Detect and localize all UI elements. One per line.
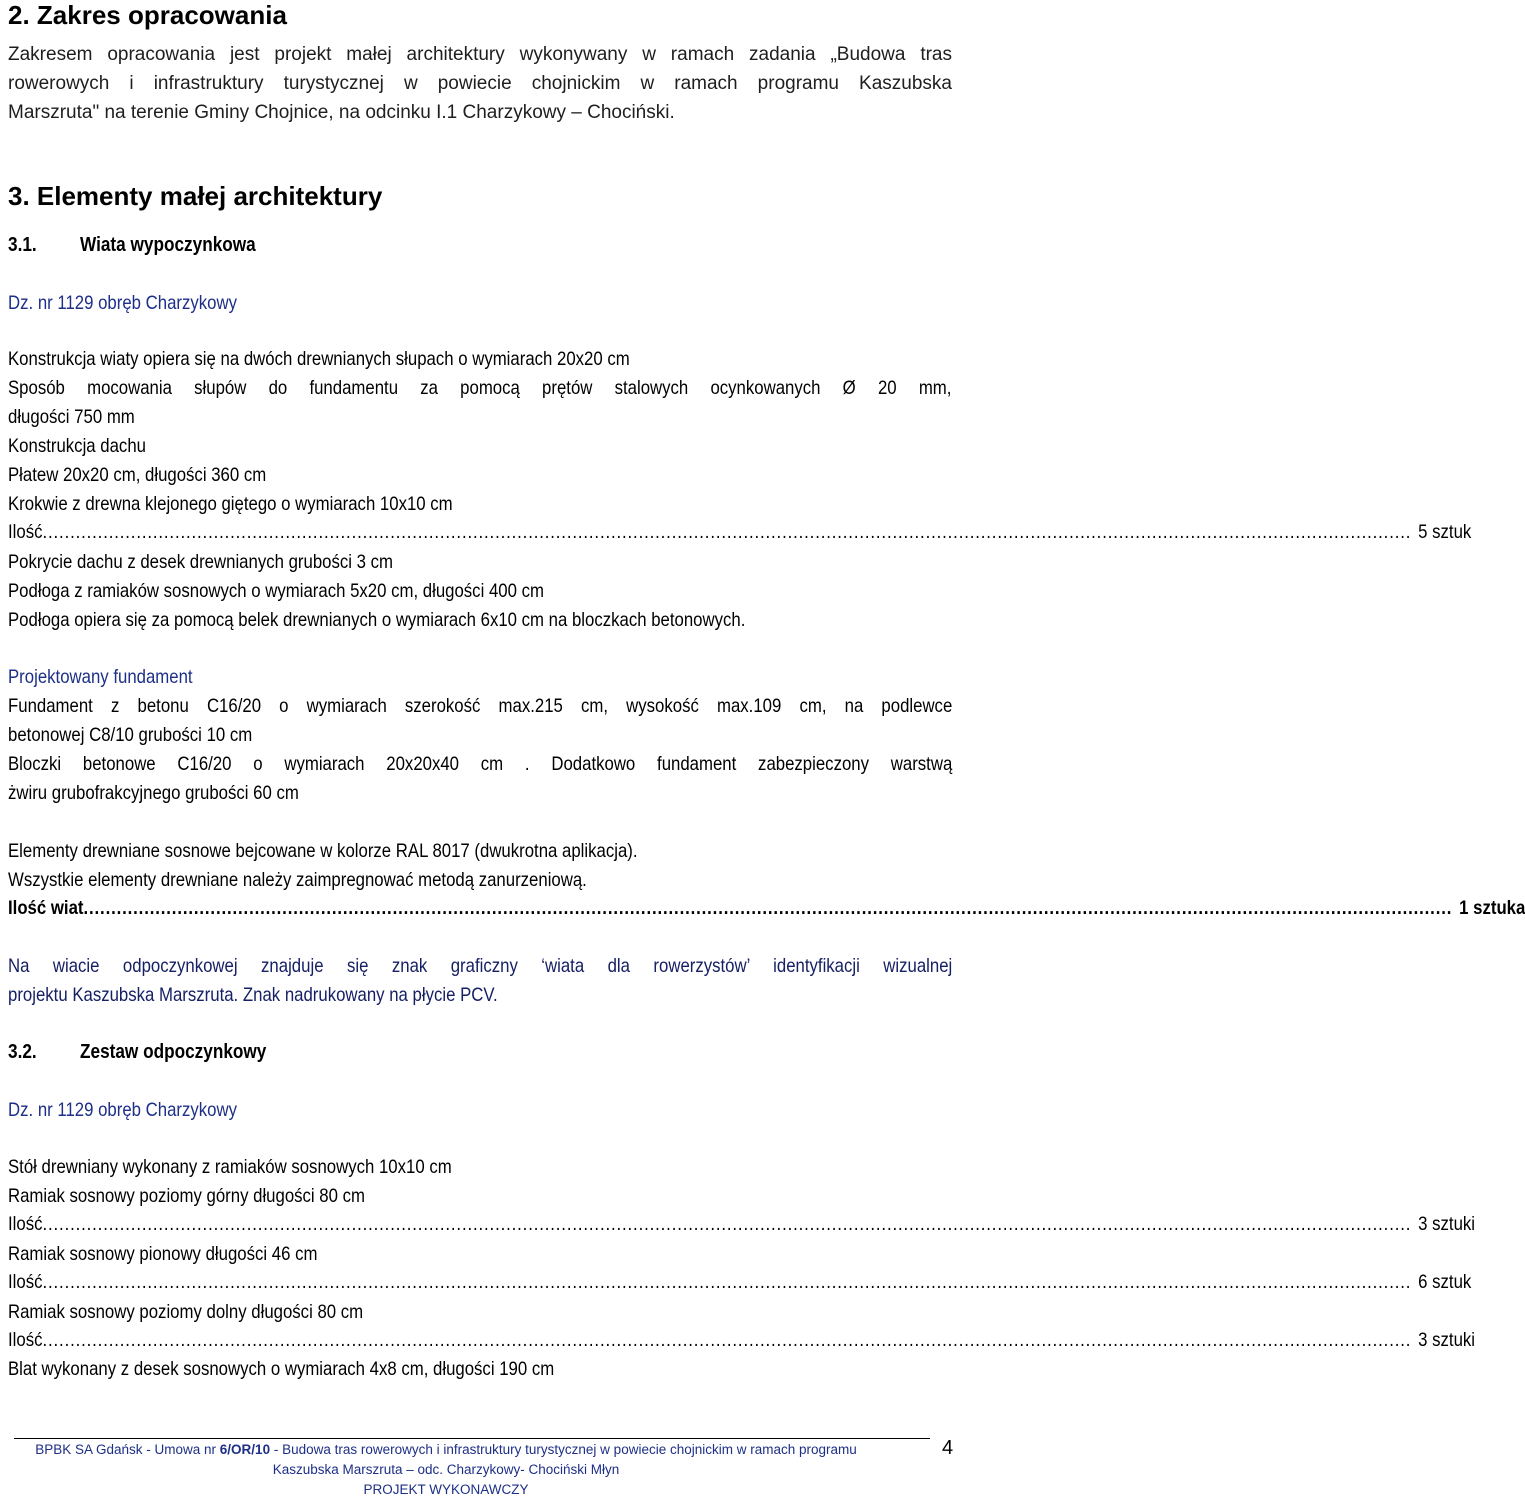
section-3-1-line: Konstrukcja wiaty opiera się na dwóch drewnianych słupach o wymiarach 20x20 cm [8,348,630,370]
quantity-row-top-beam [8,1213,1476,1236]
footer-line-1-a: BPBK SA Gdańsk - Umowa nr [35,1442,220,1457]
quantity-label: Ilość wiat [8,897,84,919]
section-3-2-line: Ramiak sosnowy poziomy górny długości 80 cm [8,1185,365,1207]
foundation-line-text: Bloczki betonowe C16/20 o wymiarach 20x20x40 cm . Dodatkowo fundament zabezpieczony warstwą [8,753,953,775]
section-2-paragraph-line-1: Zakresem opracowania jest projekt małej architektury wykonywany w ramach zadania „Budowa tras [8,44,952,65]
footer-line-1 [0,1442,960,1457]
section-3-heading: 3. Elementy małej architektury [8,181,383,211]
section-2-paragraph-line-3: Marszruta" na terenie Gminy Chojnice, na odcinku I.1 Charzykowy – Chociński. [8,102,675,123]
section-3-1-line: Płatew 20x20 cm, długości 360 cm [8,464,267,486]
quantity-row-shelters [8,897,1525,920]
sign-line [8,955,954,978]
quantity-value: 6 sztuk [1418,1271,1472,1293]
section-3-2-title: Zestaw odpoczynkowy [80,1041,267,1063]
section-3-1-line: Konstrukcja dachu [8,435,146,457]
foundation-line [8,753,954,776]
sign-line-text: Na wiacie odpoczynkowej znajduje się znak graficzny ‘wiata dla rowerzystów’ identyfikacji wizualnej [8,955,953,977]
section-3-1-parcel: Dz. nr 1129 obręb Charzykowy [8,292,237,314]
footer-line-2: Kaszubska Marszruta – odc. Charzykowy- Chociński Młyn [272,1462,620,1477]
foundation-line [8,695,954,718]
leader-dots: ........................................................................................................................................................................................................................................................ [42,1213,1412,1235]
section-3-2-parcel: Dz. nr 1129 obręb Charzykowy [8,1099,237,1121]
section-3-1-line-text: Sposób mocowania słupów do fundamentu za pomocą prętów stalowych ocynkowanych Ø 20 mm, [8,377,952,399]
sign-line: projektu Kaszubska Marszruta. Znak nadrukowany na płycie PCV. [8,984,498,1006]
section-3-2-line: Stół drewniany wykonany z ramiaków sosnowych 10x10 cm [8,1156,452,1178]
page-number: 4 [942,1437,954,1459]
section-3-2-line: Ramiak sosnowy poziomy dolny długości 80 cm [8,1301,364,1323]
section-3-1-line [8,377,954,400]
finish-line: Elementy drewniane sosnowe bejcowane w kolorze RAL 8017 (dwukrotna aplikacja). [8,840,638,862]
footer-line-1-c: - Budowa tras rowerowych i infrastruktury turystycznej w powiecie chojnickim w ramach programu [270,1442,857,1457]
quantity-value: 3 sztuki [1418,1213,1476,1235]
leader-dots: ........................................................................................................................................................................................................................................................ [83,897,1453,919]
section-3-1-line: Podłoga opiera się za pomocą belek drewnianych o wymiarach 6x10 cm na bloczkach betonowych. [8,609,746,631]
leader-dots: ........................................................................................................................................................................................................................................................ [42,521,1412,543]
foundation-line-text: Fundament z betonu C16/20 o wymiarach szerokość max.215 cm, wysokość max.109 cm, na podlewce [8,695,953,717]
section-3-1-line: Krokwie z drewna klejonego giętego o wymiarach 10x10 cm [8,493,453,515]
footer-line-3: PROJEKT WYKONAWCZY [363,1482,529,1497]
leader-dots: ........................................................................................................................................................................................................................................................ [42,1271,1412,1293]
quantity-label: Ilość [8,521,43,543]
quantity-label: Ilość [8,1213,43,1235]
quantity-label: Ilość [8,1329,43,1351]
footer-contract-number: 6/OR/10 [219,1442,271,1457]
section-3-2-line: Blat wykonany z desek sosnowych o wymiarach 4x8 cm, długości 190 cm [8,1358,555,1380]
foundation-line: żwiru grubofrakcyjnego grubości 60 cm [8,782,299,804]
section-3-1-line: długości 750 mm [8,406,135,428]
foundation-line: betonowej C8/10 grubości 10 cm [8,724,253,746]
quantity-value: 1 sztuka [1459,897,1525,919]
section-2-paragraph-line-2: rowerowych i infrastruktury turystycznej w powiecie chojnickim w ramach programu Kaszubska [8,73,952,94]
section-2-heading: 2. Zakres opracowania [8,0,287,30]
section-3-1-line: Podłoga z ramiaków sosnowych o wymiarach 5x20 cm, długości 400 cm [8,580,544,602]
section-3-1-title: Wiata wypoczynkowa [80,234,256,256]
section-3-2-number: 3.2. [8,1041,37,1063]
quantity-row-bottom-beam [8,1329,1476,1352]
foundation-title: Projektowany fundament [8,666,193,688]
quantity-value: 5 sztuk [1418,521,1472,543]
quantity-row-vertical-beam [8,1271,1472,1294]
quantity-label: Ilość [8,1271,43,1293]
quantity-row-roof [8,521,1472,544]
section-3-1-line: Pokrycie dachu z desek drewnianych grubości 3 cm [8,551,393,573]
section-3-1-number: 3.1. [8,234,37,256]
leader-dots: ........................................................................................................................................................................................................................................................ [42,1329,1412,1351]
finish-line: Wszystkie elementy drewniane należy zaimpregnować metodą zanurzeniową. [8,869,587,891]
section-3-2-line: Ramiak sosnowy pionowy długości 46 cm [8,1243,318,1265]
quantity-value: 3 sztuki [1418,1329,1476,1351]
footer-divider [14,1438,930,1439]
